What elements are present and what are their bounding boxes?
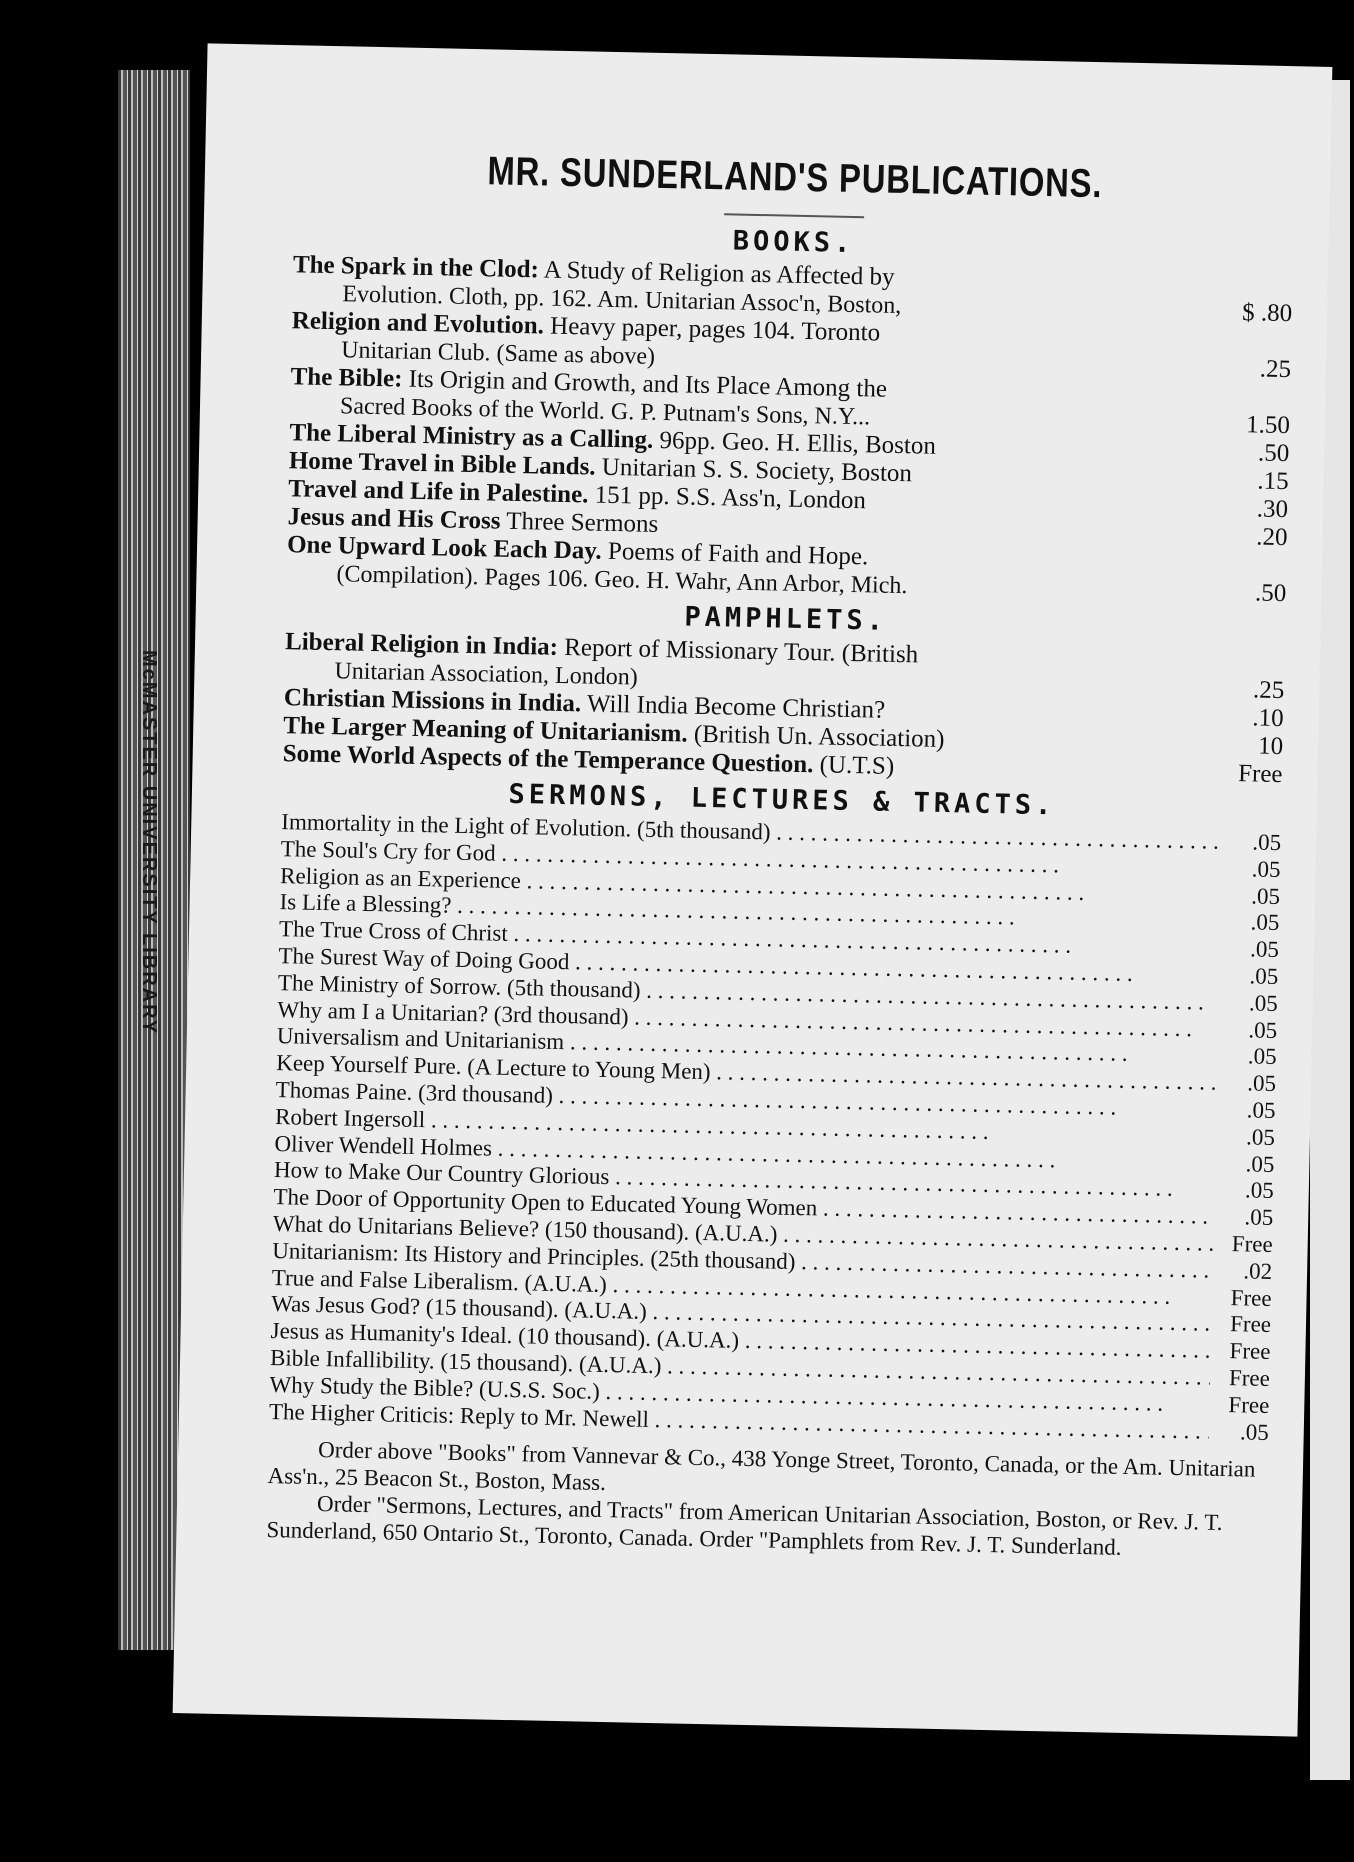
spine-library-stamp: McMASTER UNIVERSITY LIBRARY	[138, 650, 160, 1036]
item-description: Three Sermons	[500, 507, 659, 538]
item-title: The Bible:	[290, 363, 403, 393]
item-title: Why am I a Unitarian? (3rd thousand)	[277, 996, 629, 1030]
item-title: Home Travel in Bible Lands.	[288, 447, 596, 481]
item-price: .30	[1256, 495, 1289, 524]
item-price: .05	[1244, 1204, 1274, 1231]
item-description: Heavy paper, pages 104. Toronto	[543, 312, 881, 347]
item-title: Liberal Religion in India:	[284, 628, 559, 661]
item-continuation: Unitarian Club. (Same as above)	[340, 337, 656, 370]
item-title: Unitarianism: Its History and Principles. (25th thousand)	[272, 1237, 796, 1274]
item-title: Why Study the Bible? (U.S.S. Soc.)	[269, 1371, 601, 1404]
item-title: One Upward Look Each Day.	[286, 531, 602, 565]
item-title: The Spark in the Clod:	[292, 251, 540, 284]
page-content	[266, 145, 1295, 1564]
item-title: Christian Missions in India.	[283, 684, 582, 718]
item-price: .05	[1247, 1043, 1277, 1070]
page-title: MR. SUNDERLAND'S PUBLICATIONS.	[487, 149, 1103, 207]
item-price: Free	[1229, 1338, 1271, 1365]
item-description: 151 pp. S.S. Ass'n, London	[588, 481, 867, 515]
item-title: Immortality in the Light of Evolution. (5th thousand)	[281, 809, 771, 845]
item-title: The Door of Opportunity Open to Educated Young Women	[273, 1184, 818, 1221]
order-instructions	[266, 1435, 1268, 1564]
order-books-note: Order above "Books" from Vannevar & Co., 438 Yonge Street, Toronto, Canada, or the Am. Unitarian Ass'n., 25 Beacon St., Boston, Mass.	[267, 1437, 1256, 1496]
item-continuation: Unitarian Association, London)	[334, 658, 638, 691]
catalog-page	[173, 43, 1333, 1736]
item-title: The Ministry of Sorrow. (5th thousand)	[277, 969, 641, 1003]
item-title: What do Unitarians Believe? (150 thousand). (A.U.A.)	[272, 1210, 778, 1247]
item-price: .10	[1252, 704, 1284, 733]
item-title: The True Cross of Christ	[278, 916, 509, 947]
item-continuation: Evolution. Cloth, pp. 162. Am. Unitarian Assoc'n, Boston,	[342, 281, 902, 319]
item-title: True and False Liberalism. (A.U.A.)	[271, 1264, 608, 1297]
item-title: Keep Yourself Pure. (A Lecture to Young Men)	[276, 1050, 711, 1085]
item-price: .50	[1254, 579, 1287, 608]
item-price: .15	[1257, 467, 1289, 496]
item-price: .05	[1250, 909, 1280, 936]
item-title: How to Make Our Country Glorious	[273, 1157, 610, 1190]
item-price: .05	[1245, 1150, 1275, 1177]
item-continuation: Sacred Books of the World. G. P. Putnam's Sons, N.Y...	[339, 393, 871, 431]
item-price: Free	[1229, 1311, 1272, 1338]
item-price: .05	[1247, 1070, 1277, 1097]
item-title: Religion as an Experience	[279, 862, 522, 893]
item-title: Oliver Wendell Holmes	[274, 1130, 493, 1161]
sermons-list	[269, 809, 1282, 1446]
item-price: $ .80	[1241, 299, 1293, 328]
item-description: 96pp. Geo. H. Ellis, Boston	[653, 426, 937, 460]
item-continuation: (Compilation). Pages 106. Geo. H. Wahr, Ann Arbor, Mich.	[336, 561, 908, 600]
item-price: .05	[1245, 1124, 1276, 1150]
pamphlets-list	[282, 628, 1285, 789]
item-price: .05	[1244, 1177, 1275, 1204]
item-price: .05	[1250, 883, 1281, 909]
item-title: Religion and Evolution.	[291, 307, 545, 340]
item-price: 1.50	[1245, 411, 1291, 440]
item-title: The Larger Meaning of Unitarianism.	[283, 712, 688, 748]
item-price: Free	[1237, 760, 1283, 789]
sermons-heading: SERMONS, LECTURES & TRACTS.	[508, 778, 1056, 822]
item-description: Poems of Faith and Hope.	[601, 537, 869, 571]
item-price: 10	[1257, 732, 1284, 761]
title-divider	[724, 213, 864, 218]
item-title: Is Life a Blessing?	[279, 889, 452, 919]
item-price: .02	[1243, 1258, 1273, 1284]
item-price: .05	[1246, 1097, 1276, 1123]
books-list	[286, 251, 1293, 608]
item-title: Some World Aspects of the Temperance Question.	[282, 740, 814, 779]
item-price: .05	[1249, 963, 1279, 990]
item-price: .25	[1259, 355, 1292, 384]
item-description: Its Origin and Growth, and Its Place Among the	[402, 365, 888, 403]
item-price: .05	[1248, 1016, 1278, 1043]
item-price: Free	[1230, 1284, 1272, 1311]
item-price: .25	[1252, 676, 1285, 705]
item-description: A Study of Religion as Affected by	[538, 256, 895, 291]
item-price: Free	[1228, 1365, 1271, 1391]
item-description: Unitarian S. S. Society, Boston	[595, 453, 913, 488]
item-title: Universalism and Unitarianism	[276, 1023, 565, 1055]
item-title: Was Jesus God? (15 thousand). (A.U.A.)	[270, 1291, 648, 1325]
item-title: Robert Ingersoll	[274, 1103, 426, 1132]
item-title: The Surest Way of Doing Good	[278, 943, 570, 975]
item-title: Thomas Paine. (3rd thousand)	[275, 1077, 554, 1108]
item-price: .20	[1255, 523, 1288, 552]
item-title: The Soul's Cry for God	[280, 835, 496, 866]
item-price: Free	[1228, 1391, 1270, 1418]
item-price: .05	[1252, 829, 1282, 856]
books-heading: BOOKS.	[732, 225, 855, 259]
item-title: The Liberal Ministry as a Calling.	[289, 419, 654, 454]
item-price: .05	[1248, 990, 1279, 1016]
item-price: .05	[1249, 936, 1280, 963]
item-description: (U.T.S)	[813, 751, 895, 780]
order-sermons-note: Order "Sermons, Lectures, and Tracts" from American Unitarian Association, Boston, or Rev. J. T. Sunderland, 650 Ontario St., Toronto, Canada. Order "Pamphlets from Rev. J. T. Sunderland.	[266, 1491, 1223, 1561]
pamphlets-heading: PAMPHLETS.	[684, 601, 888, 637]
item-description: Report of Missionary Tour. (British	[557, 633, 919, 669]
item-title: Bible Infallibility. (15 thousand). (A.U.A.)	[269, 1344, 662, 1379]
item-price: .05	[1251, 856, 1281, 882]
item-title: Travel and Life in Palestine.	[288, 475, 589, 509]
item-title: Jesus and His Cross	[287, 503, 501, 535]
item-price: .50	[1257, 439, 1290, 468]
item-title: Jesus as Humanity's Ideal. (10 thousand). (A.U.A.)	[270, 1318, 740, 1353]
item-title: The Higher Criticis: Reply to Mr. Newell	[268, 1398, 650, 1432]
item-description: Will India Become Christian?	[580, 690, 886, 724]
item-description: (British Un. Association)	[687, 720, 945, 753]
item-price: Free	[1231, 1231, 1273, 1257]
item-price: .05	[1239, 1418, 1270, 1445]
